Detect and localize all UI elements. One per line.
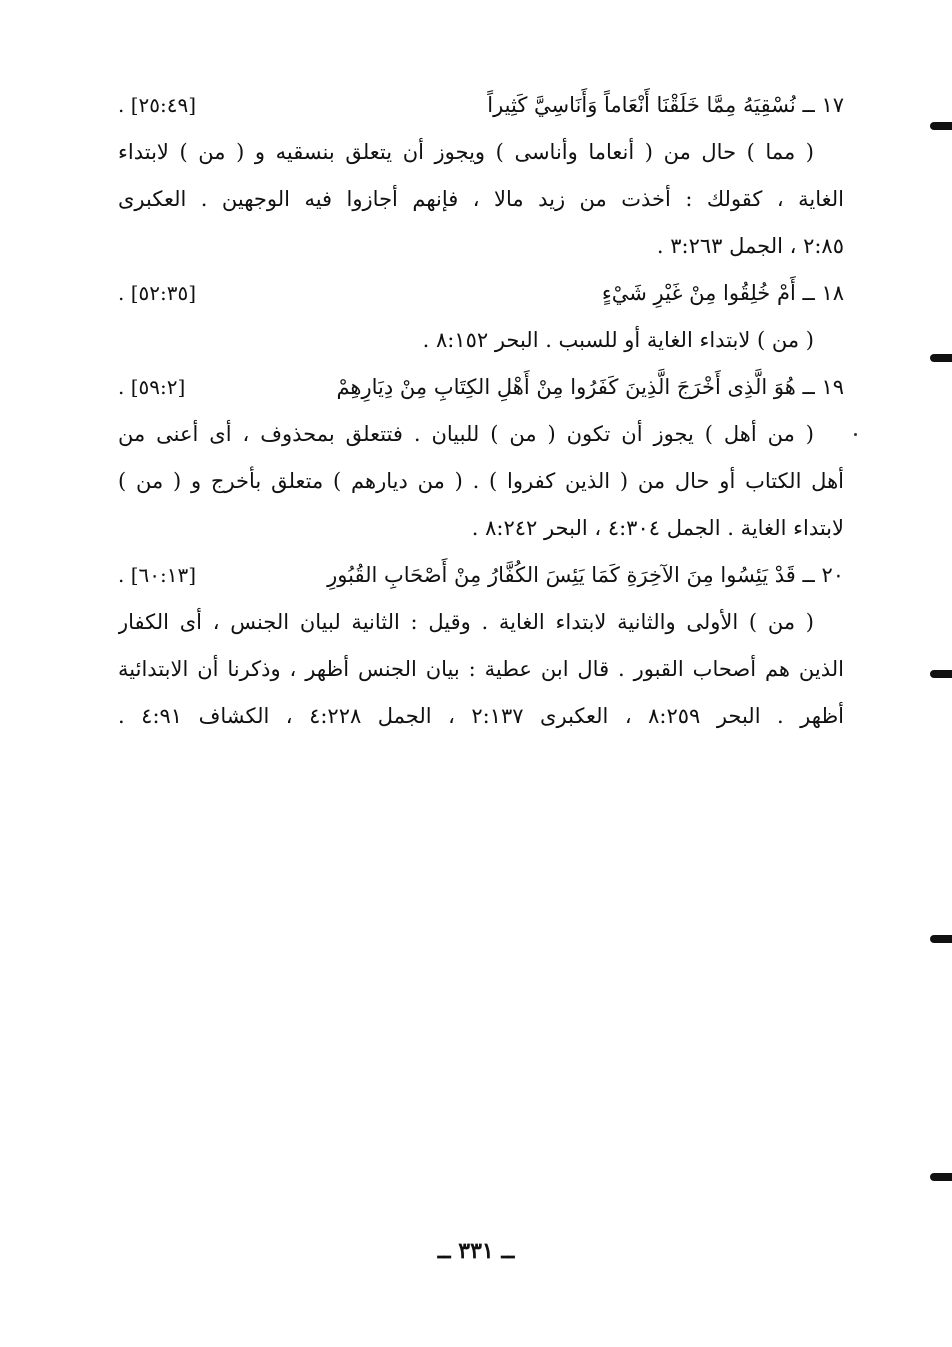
commentary-line: لابتداء الغاية . الجمل ٤:٣٠٤ ، البحر ٨:٢٤٢ . (471, 516, 844, 540)
page-number: ــ ٣٣١ ــ (437, 1238, 515, 1264)
margin-tab-mark (930, 670, 952, 678)
margin-tab-mark (930, 354, 952, 362)
commentary-line: أهل الكتاب أو حال من ( الذين كفروا ) . ( من ديارهم ) متعلق بأخرج و ( من ) (118, 469, 844, 493)
verse-line-20 (118, 552, 844, 599)
commentary-line: أظهر . البحر ٨:٢٥٩ ، العكبرى ٢:١٣٧ ، الجمل ٤:٢٢٨ ، الكشاف ٤:٩١ . (118, 704, 844, 728)
verse-text: ١٨ ــ أَمْ خُلِقُوا مِنْ غَيْرِ شَيْءٍ (601, 281, 844, 305)
margin-tab-mark (930, 122, 952, 130)
margin-tab-mark (930, 1173, 952, 1181)
commentary-line: ( من ) الأولى والثانية لابتداء الغاية . وقيل : الثانية لبيان الجنس ، أى الكفار (118, 610, 814, 634)
verse-line-19 (118, 364, 844, 411)
verse-reference: [٦٠:١٣] . (118, 563, 197, 587)
verse-reference: [٢٥:٤٩] . (118, 93, 197, 117)
verse-text: ١٩ ــ هُوَ الَّذِى أَخْرَجَ الَّذِينَ كَفَرُوا مِنْ أَهْلِ الكِتَابِ مِنْ دِيَارِهِمْ (336, 375, 844, 399)
verse-reference: [٥٩:٢] . (118, 375, 186, 399)
commentary-line: ٢:٨٥ ، الجمل ٣:٢٦٣ . (656, 234, 844, 258)
commentary-line: الذين هم أصحاب القبور . قال ابن عطية : بيان الجنس أظهر ، وذكرنا أن الابتدائية (118, 657, 844, 681)
commentary-line: ( من ) لابتداء الغاية أو للسبب . البحر ٨:١٥٢ . (422, 328, 814, 352)
verse-text: ٢٠ ــ قَدْ يَئِسُوا مِنَ الآخِرَةِ كَمَا يَئِسَ الكُفَّارُ مِنْ أَصْحَابِ القُبُورِ (327, 563, 844, 587)
verse-text: ١٧ ــ نُسْقِيَهُ مِمَّا خَلَقْنَا أَنْعَاماً وَأَنَاسِيَّ كَثِيراً (487, 93, 844, 117)
margin-tab-mark (930, 935, 952, 943)
verse-line-17 (118, 82, 844, 129)
commentary-line: الغاية ، كقولك : أخذت من زيد مالا ، فإنهم أجازوا فيه الوجهين . العكبرى (118, 187, 844, 211)
speck-mark (854, 433, 857, 436)
verse-reference: [٥٢:٣٥] . (118, 281, 197, 305)
verse-line-18 (118, 270, 844, 317)
commentary-text-block (118, 82, 844, 740)
commentary-line: ( مما ) حال من ( أنعاما وأناسى ) ويجوز أن يتعلق بنسقيه و ( من ) لابتداء (118, 140, 814, 164)
commentary-line: ( من أهل ) يجوز أن تكون ( من ) للبيان . فتتعلق بمحذوف ، أى أعنى من (118, 422, 814, 446)
